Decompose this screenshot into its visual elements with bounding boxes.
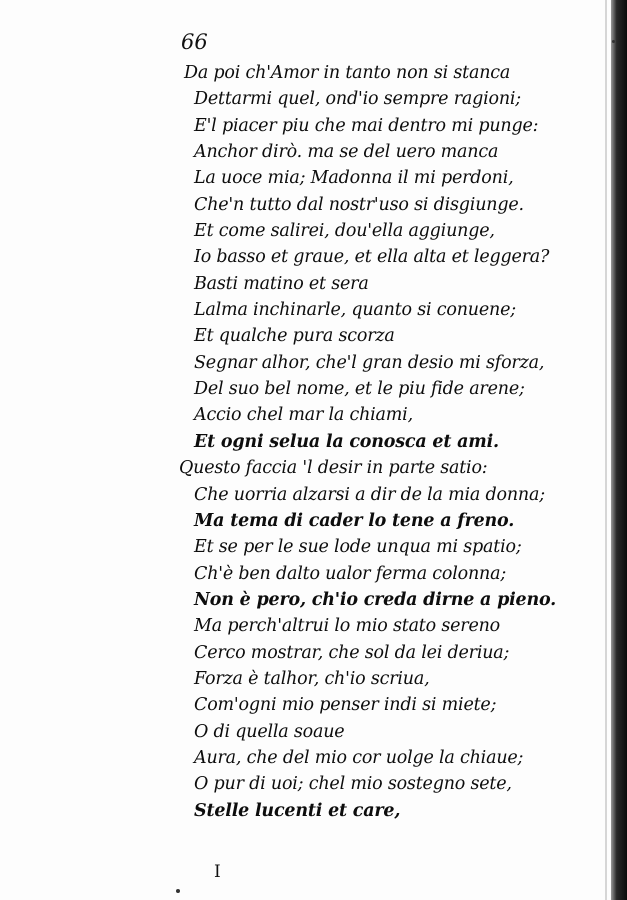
verse-line: Stelle lucenti et care, bbox=[194, 800, 401, 821]
verse-line: Accio chel mar la chiami, bbox=[194, 405, 413, 426]
verse-line: Che uorria alzarsi a dir de la mia donna; bbox=[194, 484, 545, 505]
verse-line: Lalma inchinarle, quanto si conuene; bbox=[194, 300, 516, 321]
verse-line: Dettarmi quel, ond'io sempre ragioni; bbox=[194, 89, 521, 110]
poem-text bbox=[179, 60, 584, 824]
verse-line: Et ogni selua la conosca et ami. bbox=[194, 431, 499, 452]
verse-line: Ma tema di cader lo tene a freno. bbox=[194, 510, 515, 531]
ink-speck bbox=[176, 889, 180, 893]
verse-line: Ch'è ben dalto ualor ferma colonna; bbox=[194, 563, 507, 584]
verse-line: O pur di uoi; chel mio sostegno sete, bbox=[194, 774, 512, 795]
verse-line: Com'ogni mio penser indi si miete; bbox=[194, 695, 497, 716]
ink-speck bbox=[612, 40, 615, 43]
verse-line: Del suo bel nome, et le piu fide arene; bbox=[194, 379, 525, 400]
binding-gutter bbox=[611, 0, 627, 900]
verse-line: Et come salirei, dou'ella aggiunge, bbox=[194, 221, 495, 242]
verse-line: Io basso et graue, et ella alta et leggera? bbox=[194, 247, 550, 268]
signature-mark: I bbox=[214, 862, 221, 882]
verse-line: Et se per le sue lode unqua mi spatio; bbox=[194, 537, 522, 558]
verse-line: Da poi ch'Amor in tanto non si stanca bbox=[184, 63, 511, 83]
verse-line: Forza è talhor, ch'io scriua, bbox=[194, 668, 430, 689]
verse-line: Questo faccia 'l desir in parte satio: bbox=[179, 458, 488, 479]
verse-line: Cerco mostrar, che sol da lei deriua; bbox=[194, 642, 510, 663]
verse-line: Che'n tutto dal nostr'uso si disgiunge. bbox=[194, 194, 524, 215]
verse-line: Aura, che del mio cor uolge la chiaue; bbox=[194, 747, 524, 768]
verse-line: O di quella soaue bbox=[194, 721, 345, 742]
verse-line: Basti matino et sera bbox=[194, 273, 369, 294]
verse-line: Non è pero, ch'io creda dirne a pieno. bbox=[194, 589, 557, 610]
verse-line: Segnar alhor, che'l gran desio mi sforza, bbox=[194, 352, 545, 373]
page-number: 66 bbox=[181, 30, 208, 54]
verse-line: Ma perch'altrui lo mio stato sereno bbox=[194, 616, 501, 637]
verse-line: La uoce mia; Madonna il mi perdoni, bbox=[194, 168, 514, 189]
verse-line: Et qualche pura scorza bbox=[194, 326, 395, 347]
verse-line: Anchor dirò. ma se del uero manca bbox=[194, 142, 499, 163]
verse-line: E'l piacer piu che mai dentro mi punge: bbox=[194, 115, 539, 136]
page-edge-shadow bbox=[605, 0, 607, 900]
